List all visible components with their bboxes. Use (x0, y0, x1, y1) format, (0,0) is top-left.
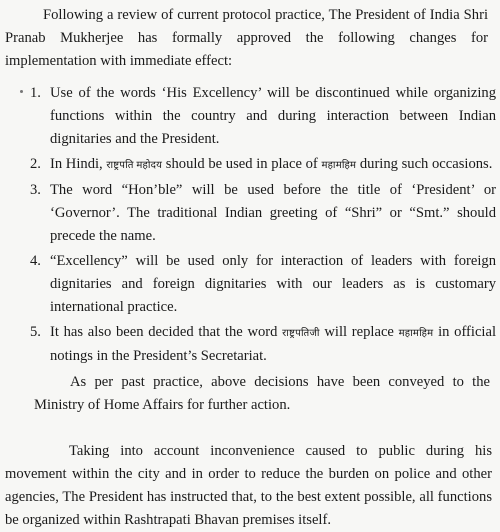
item-text-part: will replace (324, 324, 394, 340)
list-item-5 (0, 321, 500, 368)
item-number: 1. (30, 85, 41, 101)
hindi-term: राष्ट्रपतिजी (282, 328, 320, 339)
item-number: 3. (30, 182, 41, 198)
item-text-part: should be used in place of (165, 156, 318, 172)
item-text: “Excellency” will be used only for interaction of leaders with foreign dignitaries and foreign dignitaries with our leaders as is customary international practice. (50, 253, 496, 315)
list-item-4 (0, 250, 500, 319)
item-text: Use of the words ‘His Excellency’ will be discontinued while organizing functions within the country and during interaction between Indian dignitaries and the President. (50, 85, 496, 147)
item-text-part: during such occasions. (359, 156, 493, 172)
functions-paragraph: Taking into account inconvenience caused to public during his movement within the city and in order to reduce the burden on police and other agencies, The President has instructed that, to the best extent possible, all functions be organized within Rashtrapati Bhavan premises itself. (5, 443, 492, 528)
item-number: 2. (30, 156, 41, 172)
hindi-term: महामहिम (398, 328, 434, 339)
list-item-2 (0, 153, 500, 177)
item-text-part: in official notings in the President’s Secretariat. (50, 324, 497, 364)
item-text-part: In Hindi, (50, 156, 103, 172)
item-text: The word “Hon’ble” will be used before the title of ‘President’ or ‘Governor’. The traditional Indian greeting of “Shri” or “Smt.” should precede the name. (50, 182, 496, 244)
list-item-1 (0, 82, 500, 151)
list-item-3 (0, 179, 500, 248)
intro-paragraph: Following a review of current protocol practice, The President of India Shri Pranab Mukherjee has formally approved the following changes for implementation with immediate effect: (5, 7, 488, 69)
item-number: 5. (30, 324, 41, 340)
hindi-term: महामहिम (321, 160, 357, 171)
item-text-part: It has also been decided that the word (50, 324, 278, 340)
decisions-conveyed-paragraph: As per past practice, above decisions have been conveyed to the Ministry of Home Affairs for further action. (34, 374, 490, 413)
item-number: 4. (30, 253, 41, 269)
hindi-term: राष्ट्रपति महोदय (106, 160, 163, 171)
changes-list (0, 82, 500, 370)
